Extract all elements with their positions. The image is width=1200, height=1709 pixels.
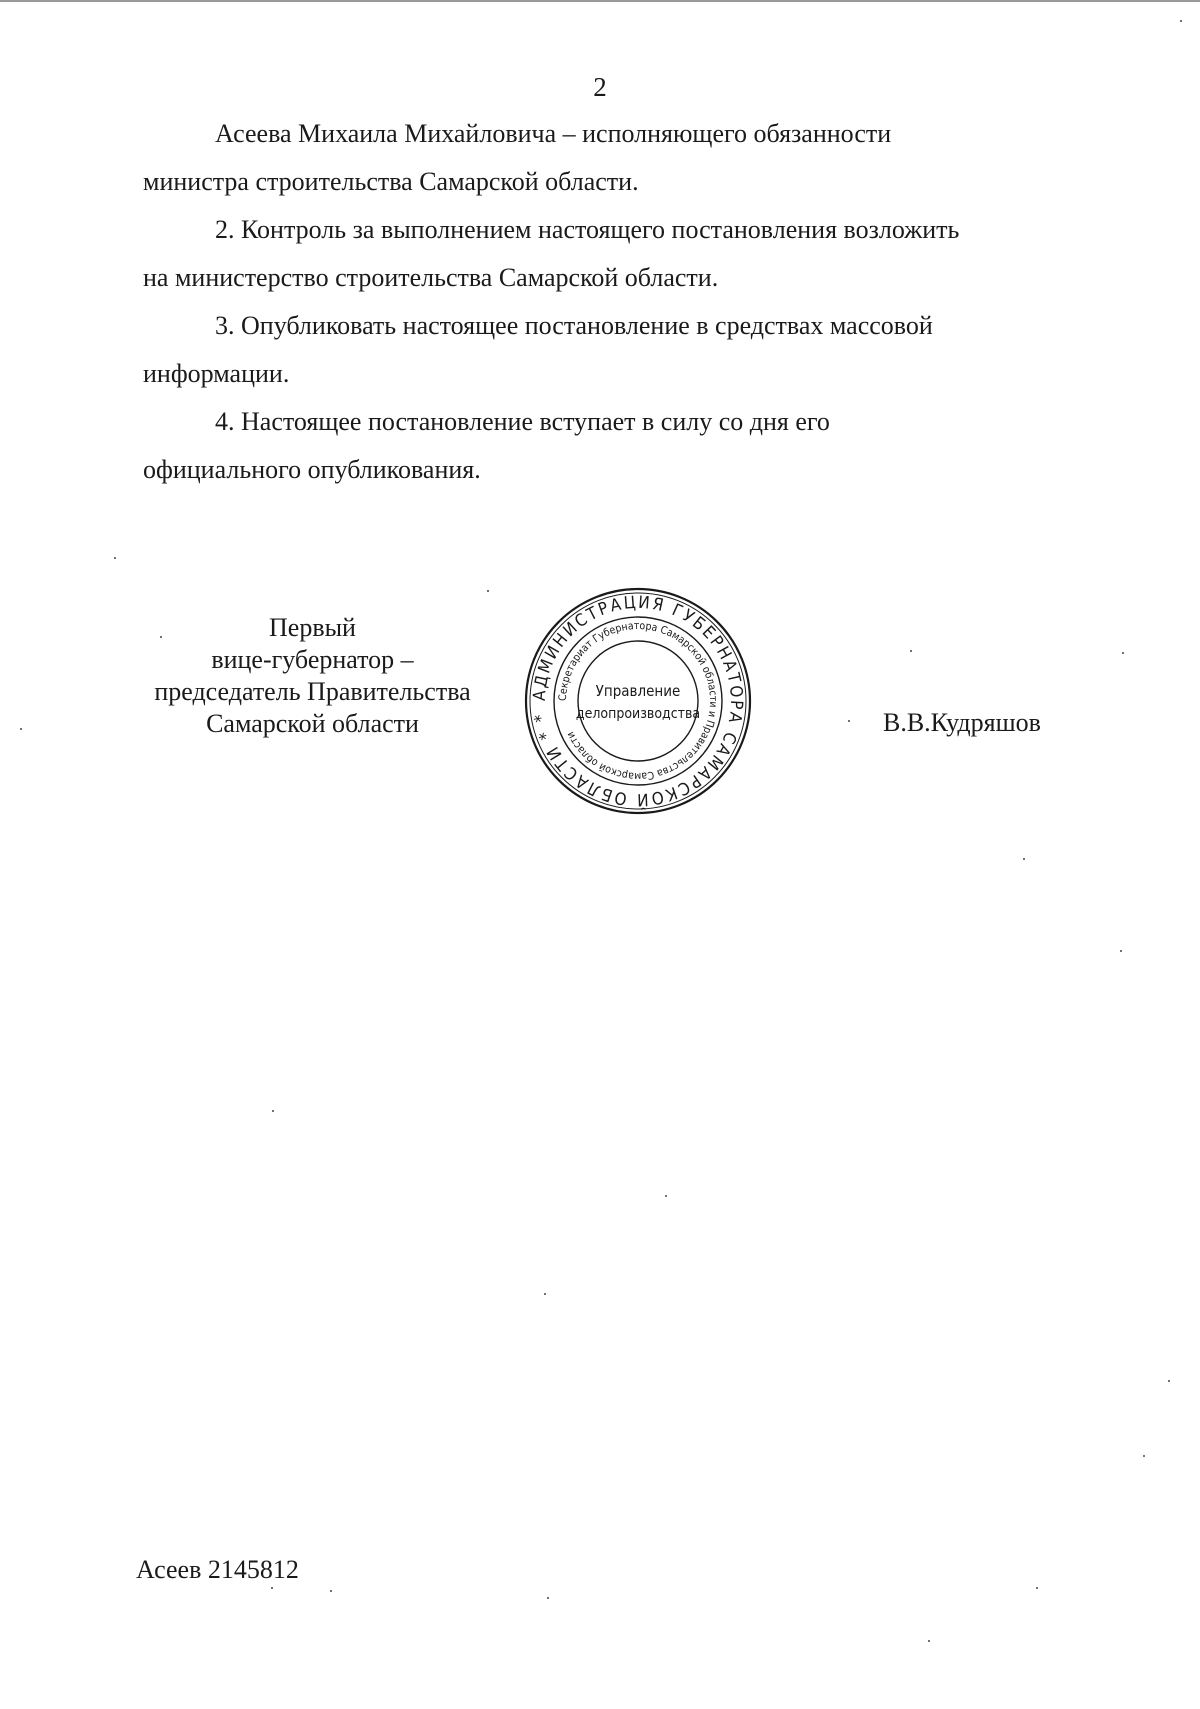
stamp-middle-border — [554, 617, 722, 785]
scan-speck — [487, 590, 489, 592]
paragraph-4-first-line: 4. Настоящее постановление вступает в силу со дня его — [215, 407, 830, 436]
stamp-center-line-2: делопроизводства — [575, 706, 701, 722]
scan-speck — [1122, 652, 1124, 654]
page-number: 2 — [593, 72, 607, 102]
scan-speck — [1143, 1455, 1145, 1457]
paragraph-4-continuation: официального опубликования. — [143, 455, 481, 484]
scan-speck — [665, 1195, 667, 1197]
scan-speck — [1168, 1380, 1170, 1382]
signer-position-line: Первый — [269, 613, 356, 642]
scan-speck — [1036, 1587, 1038, 1589]
scan-speck — [272, 1110, 274, 1112]
executor-reference: Асеев 2145812 — [136, 1555, 299, 1584]
scan-speck — [160, 636, 162, 638]
scan-speck — [547, 1597, 549, 1599]
scan-speck — [114, 557, 116, 559]
scan-speck — [928, 1640, 930, 1642]
scan-speck — [1023, 858, 1025, 860]
scan-speck — [330, 1590, 332, 1592]
scan-speck — [1120, 950, 1122, 952]
stamp-inner-ring-text: Секретариат Губернатора Самарской области и Правительства Самарской области — [556, 619, 720, 783]
signer-position-line: Самарской области — [206, 709, 419, 738]
signer-position — [140, 612, 485, 740]
paragraph-2-first-line: 2. Контроль за выполнением настоящего постановления возложить — [215, 215, 960, 244]
paragraph-1-first-line: Асеева Михаила Михайловича – исполняющего обязанности — [215, 119, 892, 148]
official-stamp — [523, 586, 753, 816]
signer-position-line: вице-губернатор – — [211, 645, 414, 674]
paragraph-3-first-line: 3. Опубликовать настоящее постановление в средствах массовой — [215, 311, 933, 340]
stamp-center-line-1: Управление — [595, 682, 681, 700]
scan-edge-line — [0, 0, 1200, 2]
stamp-inner-border — [575, 641, 701, 761]
paragraph-2-continuation: на министерство строительства Самарской области. — [143, 263, 719, 292]
document-body — [143, 110, 1065, 494]
paragraph-3-continuation: информации. — [143, 359, 290, 388]
scan-speck — [848, 720, 850, 722]
signer-name: В.В.Кудряшов — [883, 708, 1041, 737]
scan-speck — [271, 1587, 273, 1589]
scan-speck — [1180, 20, 1182, 22]
stamp-outer-ring-text: АДМИНИСТРАЦИЯ ГУБЕРНАТОРА САМАРСКОЙ ОБЛАСТИ * * — [529, 592, 747, 810]
scan-speck — [910, 650, 912, 652]
paragraph-1-continuation: министра строительства Самарской области. — [143, 167, 639, 196]
scan-speck — [544, 1293, 546, 1295]
scan-speck — [20, 728, 22, 730]
signer-position-line: председатель Правительства — [154, 677, 471, 706]
